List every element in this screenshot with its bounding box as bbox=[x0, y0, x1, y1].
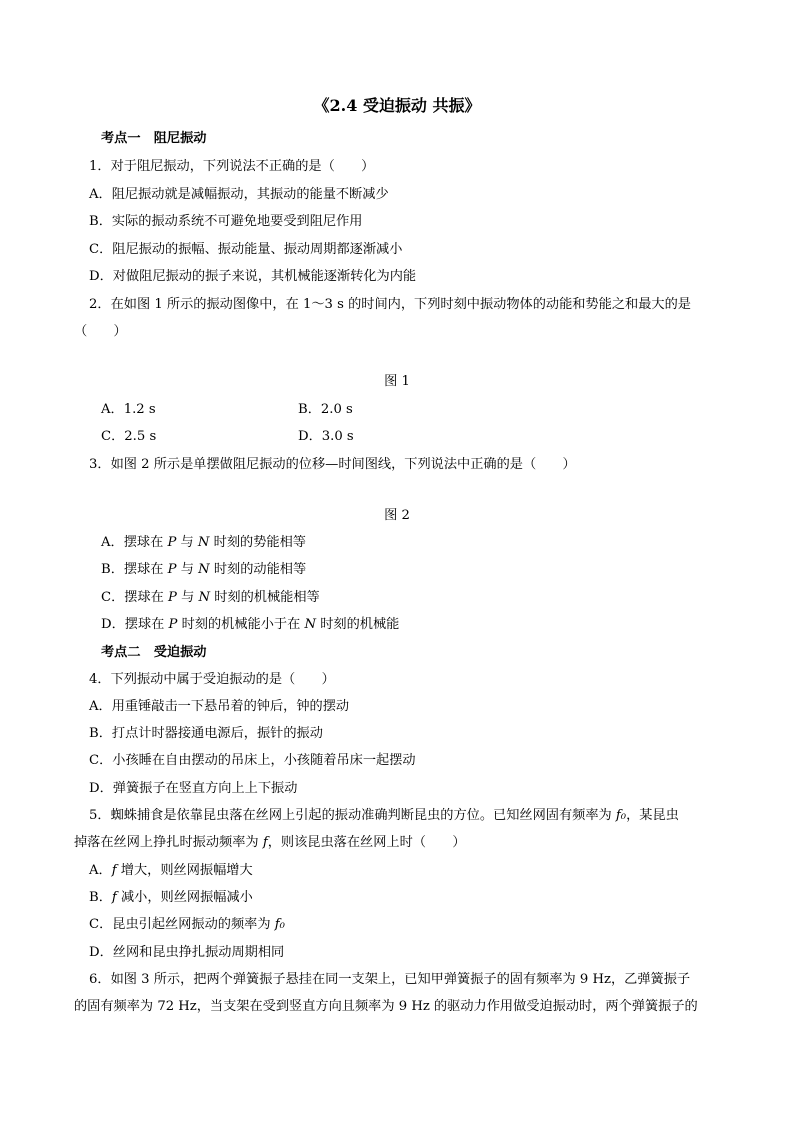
q1-stem: 1．对于阻尼振动，下列说法不正确的是（ ） bbox=[89, 159, 375, 174]
q2-option-a: A．1.2 s bbox=[101, 402, 156, 417]
q5-option-c: C．昆虫引起丝网振动的频率为 f₀ bbox=[89, 917, 285, 932]
section-heading-damped: 考点一 阻尼振动 bbox=[101, 131, 207, 146]
q6-stem-line2: 的固有频率为 72 Hz，当支架在受到竖直方向且频率为 9 Hz 的驱动力作用做受迫振动时，两个弹簧振子的 bbox=[74, 999, 698, 1014]
q5-option-d: D．丝网和昆虫挣扎振动周期相同 bbox=[89, 945, 285, 960]
q4-option-a: A．用重锤敲击一下悬吊着的钟后，钟的摆动 bbox=[89, 699, 350, 714]
q4-option-c: C．小孩睡在自由摆动的吊床上，小孩随着吊床一起摆动 bbox=[89, 753, 416, 768]
q3-option-c: C．摆球在 P 与 N 时刻的机械能相等 bbox=[101, 590, 320, 605]
q1-option-b: B．实际的振动系统不可避免地要受到阻尼作用 bbox=[89, 214, 363, 229]
q5-stem-line1: 5．蜘蛛捕食是依靠昆虫落在丝网上引起的振动准确判断昆虫的方位。已知丝网固有频率为 f₀，某昆虫 bbox=[89, 808, 679, 823]
q1-option-a: A．阻尼振动就是减幅振动，其振动的能量不断减少 bbox=[89, 187, 389, 202]
page-title: 《2.4 受迫振动 共振》 bbox=[313, 96, 481, 115]
q1-option-d: D．对做阻尼振动的振子来说，其机械能逐渐转化为内能 bbox=[89, 269, 417, 284]
q4-option-b: B．打点计时器接通电源后，振针的振动 bbox=[89, 726, 323, 741]
q2-stem-line2: （ ） bbox=[74, 324, 127, 339]
q4-stem: 4．下列振动中属于受迫振动的是（ ） bbox=[89, 672, 335, 687]
q2-option-b: B．2.0 s bbox=[298, 402, 353, 417]
q2-option-c: C．2.5 s bbox=[101, 429, 157, 444]
q3-option-b: B．摆球在 P 与 N 时刻的动能相等 bbox=[101, 562, 307, 577]
section-heading-forced: 考点二 受迫振动 bbox=[101, 645, 207, 660]
q3-stem: 3．如图 2 所示是单摆做阻尼振动的位移—时间图线，下列说法中正确的是（ ） bbox=[89, 457, 576, 472]
q2-stem-line1: 2．在如图 1 所示的振动图像中，在 1～3 s 的时间内，下列时刻中振动物体的动能和势能之和最大的是 bbox=[89, 297, 691, 312]
figure-1-caption: 图 1 bbox=[384, 374, 410, 389]
q3-option-a: A．摆球在 P 与 N 时刻的势能相等 bbox=[101, 535, 306, 550]
q6-stem-line1: 6．如图 3 所示，把两个弹簧振子悬挂在同一支架上，已知甲弹簧振子的固有频率为 9 Hz，乙弹簧振子 bbox=[89, 972, 691, 987]
q3-option-d: D．摆球在 P 时刻的机械能小于在 N 时刻的机械能 bbox=[101, 617, 400, 632]
q1-option-c: C．阻尼振动的振幅、振动能量、振动周期都逐渐减小 bbox=[89, 242, 403, 257]
q4-option-d: D．弹簧振子在竖直方向上上下振动 bbox=[89, 781, 298, 796]
q5-option-b: B．f 减小，则丝网振幅减小 bbox=[89, 890, 253, 905]
q5-option-a: A．f 增大，则丝网振幅增大 bbox=[89, 863, 253, 878]
figure-2-caption: 图 2 bbox=[384, 508, 410, 523]
q2-option-d: D．3.0 s bbox=[298, 429, 354, 444]
q5-stem-line2: 掉落在丝网上挣扎时振动频率为 f，则该昆虫落在丝网上时（ ） bbox=[74, 835, 466, 850]
